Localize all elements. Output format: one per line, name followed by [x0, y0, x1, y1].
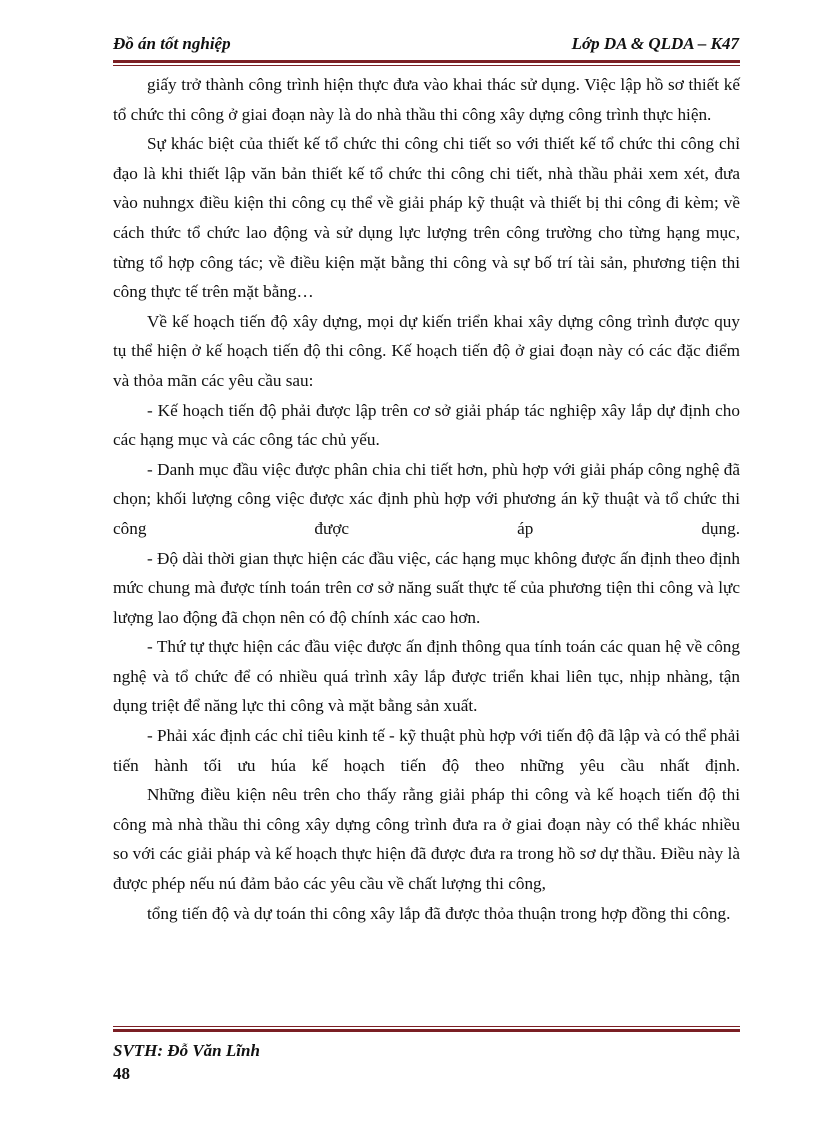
paragraph-6: - Độ dài thời gian thực hiện các đầu việc, các hạng mục không được ấn định theo định mức chung mà được tính toán trên cơ sở năng suất thực tế của phương tiện thi công và lực lượng lao động đã chọn nên có độ chính xác cao hơn.: [113, 548, 740, 627]
paragraph-8: - Phải xác định các chỉ tiêu kinh tế - kỹ thuật phù hợp với tiến độ đã lập và có thể phải tiến hành tối ưu húa kế hoạch tiến độ theo những yêu cầu nhất định.: [113, 726, 740, 775]
header-right-class: Lớp DA & QLDA – K47: [571, 34, 739, 53]
paragraph-9: Những điều kiện nêu trên cho thấy rằng giải pháp thi công và kế hoạch tiến độ thi công mà nhà thầu thi công xây dựng công trình đưa ra ở giai đoạn này có thể khác nhiều so với các giải pháp và kế hoạch thực hiện đã được đưa ra trong hồ sơ dự thầu. Điều này là được phép nếu nú đảm bảo các yêu cầu về chất lượng thi công,: [113, 785, 740, 894]
paragraph-2: Sự khác biệt của thiết kế tổ chức thi công chi tiết so với thiết kế tổ chức thi công chỉ đạo là khi thiết lập văn bản thiết kế tổ chức thi công chi tiết, nhà thầu phải xem xét, đưa vào nuhngx điều kiện thi công cụ thể về giải pháp kỹ thuật và thiết bị thi công đi kèm; về cách thức tổ chức lao động và sử dụng lực lượng trên công trường cho từng hạng mục, từng tổ hợp công tác; về điều kiện mặt bằng thi công và sự bố trí tài sản, phương tiện thi công thực tế trên mặt bằng…: [113, 134, 740, 302]
header-left-title: Đồ án tốt nghiệp: [113, 34, 231, 53]
paragraph-3: Về kế hoạch tiến độ xây dựng, mọi dự kiến triển khai xây dựng công trình được quy tụ thể hiện ở kế hoạch tiến độ thi công. Kế hoạch tiến độ ở giai đoạn này có các đặc điểm và thỏa mãn các yêu cầu sau:: [113, 311, 740, 390]
page-header: [113, 34, 739, 58]
paragraph-4: - Kế hoạch tiến độ phải được lập trên cơ sở giải pháp tác nghiệp xây lắp dự định cho các hạng mục và các công tác chủ yếu.: [113, 400, 740, 450]
paragraph-1: giấy trở thành công trình hiện thực đưa vào khai thác sử dụng. Việc lập hồ sơ thiết kế tổ chức thi công ở giai đoạn này là do nhà thầu thi công xây dựng công trình thực hiện.: [113, 75, 740, 124]
paragraph-10: tổng tiến độ và dự toán thi công xây lắp đã được thỏa thuận trong hợp đồng thi công.: [147, 903, 731, 923]
page-number: 48: [113, 1064, 130, 1083]
header-rule: [113, 60, 740, 66]
footer-student-name: SVTH: Đỗ Văn Lĩnh: [113, 1041, 260, 1060]
paragraph-7: - Thứ tự thực hiện các đầu việc được ấn định thông qua tính toán các quan hệ về công nghệ và tổ chức để có nhiều quá trình xây lắp được triển khai liên tục, nhịp nhàng, tận dụng triệt để năng lực thi công và mặt bằng sản xuất.: [113, 637, 740, 716]
paragraph-5: - Danh mục đầu việc được phân chia chi tiết hơn, phù hợp với giải pháp công nghệ đã chọn; khối lượng công việc được xác định phù hợp với phương án kỹ thuật và tổ chức thi công được áp dụng.: [113, 459, 740, 538]
footer-rule: [113, 1026, 740, 1032]
body-text: [113, 70, 740, 928]
